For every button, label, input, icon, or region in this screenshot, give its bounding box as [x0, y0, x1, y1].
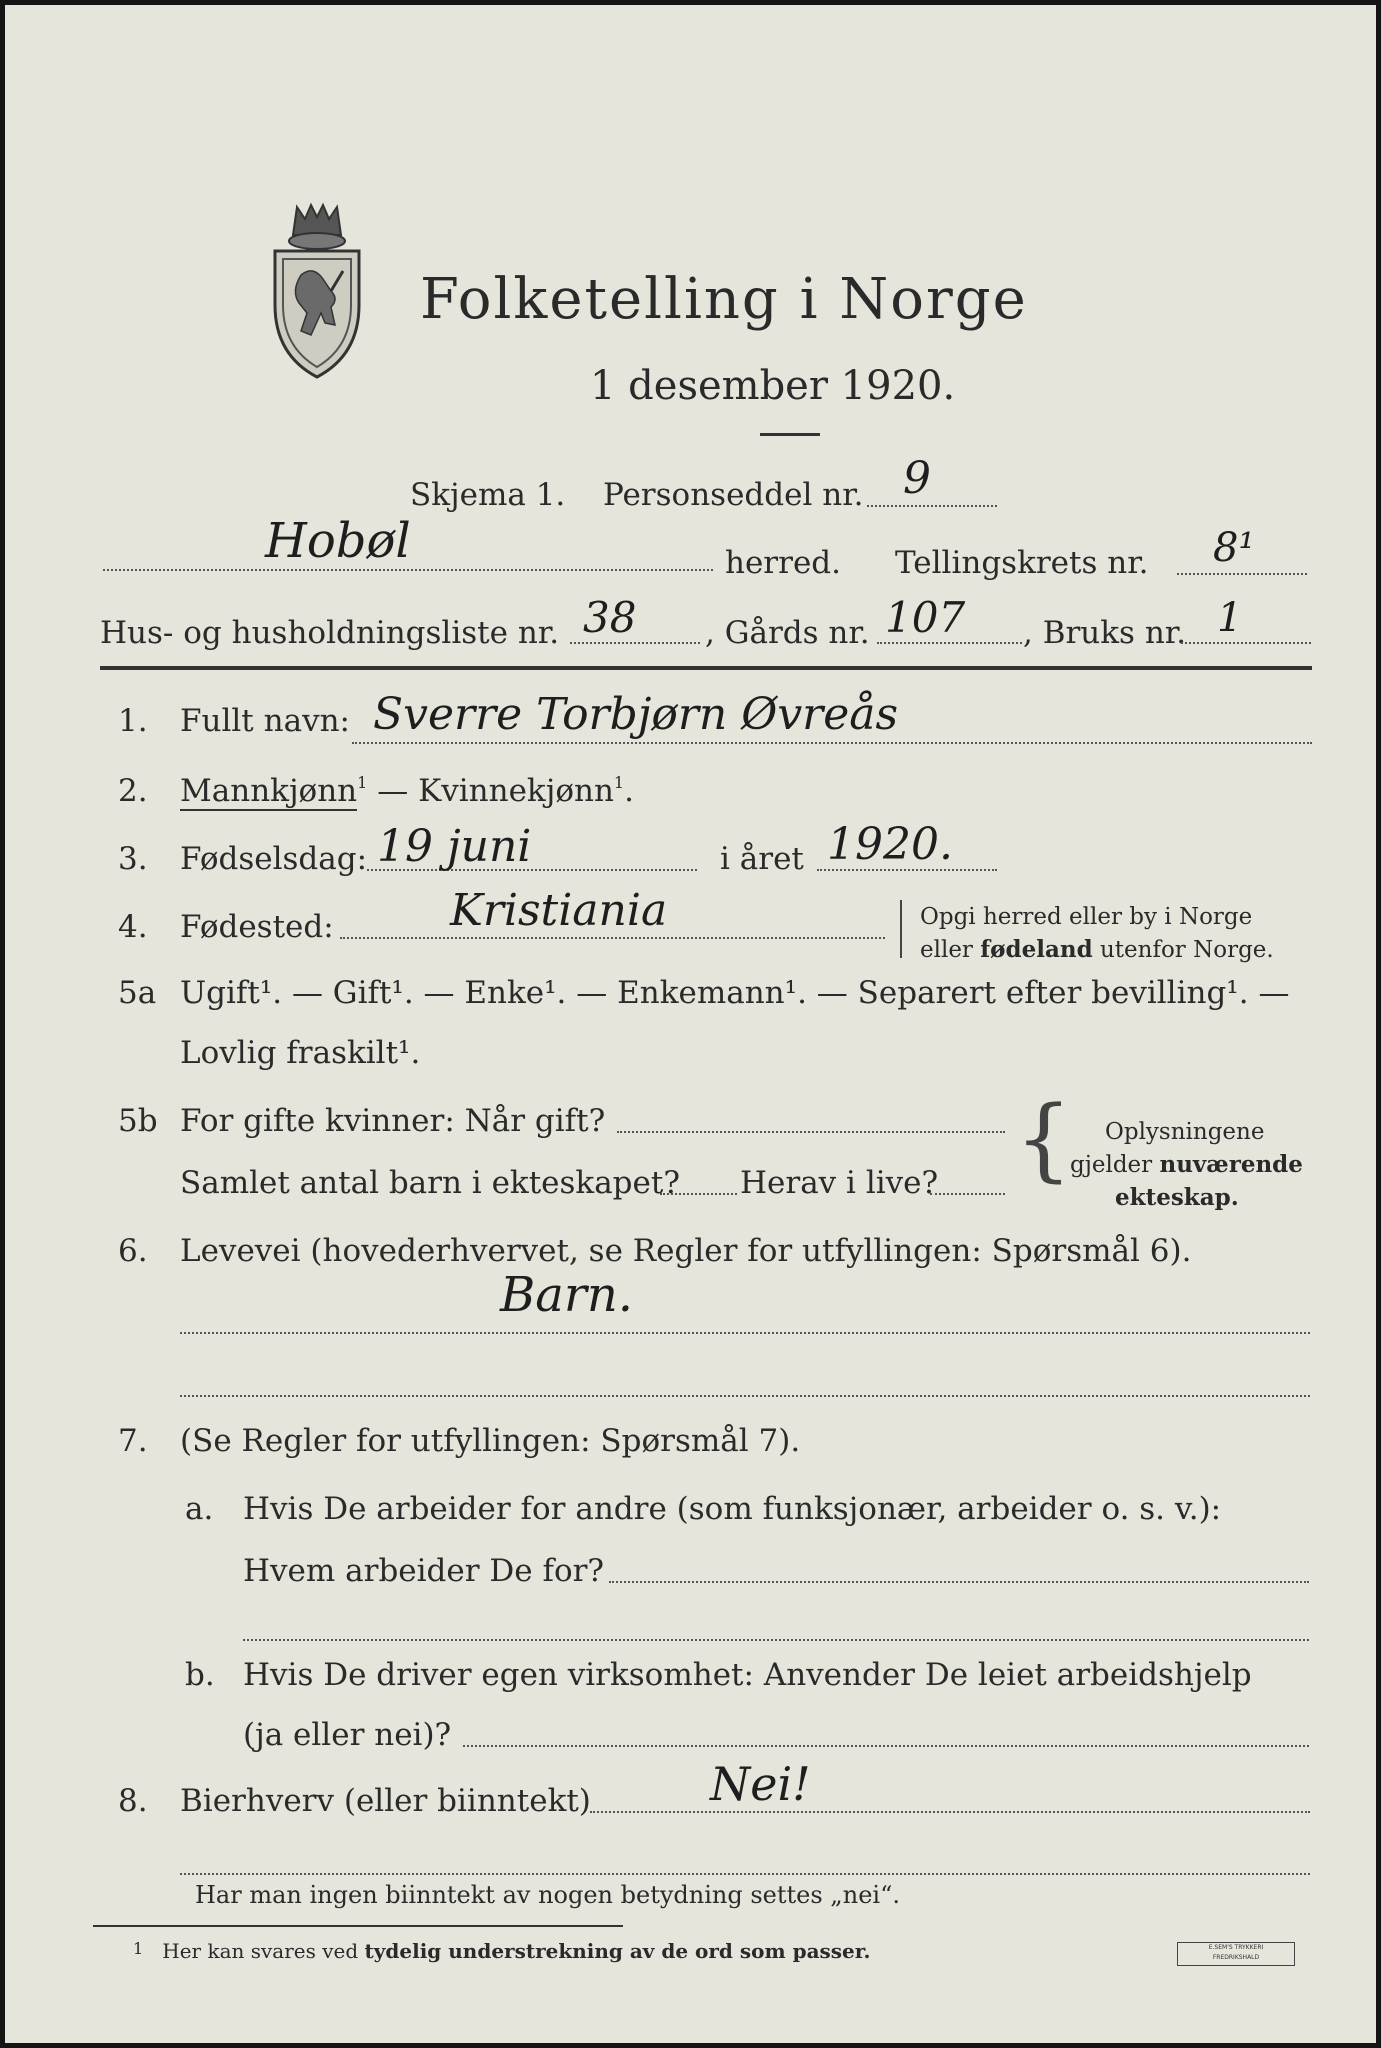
row-3-number: 3. — [118, 841, 148, 877]
sex-female: Kvinnekjønn — [418, 773, 614, 809]
tellingskrets-value: 8¹ — [1213, 525, 1255, 571]
footnote-mark: 1 — [613, 773, 625, 792]
row-8-number: 8. — [118, 1783, 148, 1819]
hus-label: Hus- og husholdningsliste nr. — [100, 615, 560, 651]
children-alive-label: Herav i live? — [740, 1165, 939, 1201]
separator-dash: — — [367, 773, 419, 809]
sex-options — [180, 773, 634, 809]
footnote-number: 1 — [133, 1939, 144, 1958]
side-income-line — [590, 1811, 1310, 1813]
period: . — [624, 773, 634, 809]
marriage-note-line2: gjelder nuværende — [1070, 1151, 1303, 1178]
birthyear-label: i året — [720, 841, 804, 877]
full-name-value: Sverre Torbjørn Øvreås — [373, 689, 899, 740]
census-date: 1 desember 1920. — [590, 363, 956, 409]
married-when-label: For gifte kvinner: Når gift? — [180, 1103, 606, 1139]
gards-label: , Gårds nr. — [705, 615, 870, 651]
marriage-note-brace: { — [1015, 1087, 1073, 1192]
employer-line-2 — [243, 1639, 1309, 1641]
marital-status-options: Ugift¹. — Gift¹. — Enke¹. — Enkemann¹. — Separert efter bevilling¹. — — [180, 975, 1290, 1011]
employer-label: Hvem arbeider De for? — [243, 1553, 605, 1589]
hus-value: 38 — [583, 593, 637, 642]
birthplace-note-bracket — [900, 900, 905, 958]
children-count-label: Samlet antal barn i ekteskapet? — [180, 1165, 680, 1201]
side-income-label: Bierhverv (eller biinntekt) — [180, 1783, 591, 1819]
row-1-number: 1. — [118, 703, 148, 739]
birthplace-note-line2: eller fødeland utenfor Norge. — [920, 936, 1274, 963]
tellingskrets-label: Tellingskrets nr. — [895, 545, 1149, 581]
row-5b-number: 5b — [118, 1103, 158, 1139]
census-form — [5, 5, 1376, 2043]
title-divider — [760, 433, 820, 436]
marriage-note-line1: Oplysningene — [1105, 1119, 1265, 1145]
row-5a-number: 5a — [118, 975, 157, 1011]
side-income-line-2 — [180, 1873, 1310, 1875]
occupation-line-2 — [180, 1395, 1310, 1397]
employment-b-question: Hvis De driver egen virksomhet: Anvender De leiet arbeidshjelp — [243, 1657, 1252, 1693]
birthplace-value: Kristiania — [450, 885, 668, 936]
header-separator — [100, 666, 1312, 670]
full-name-label: Fullt navn: — [180, 703, 350, 739]
side-income-value: Nei! — [710, 1757, 811, 1811]
form-title: Folketelling i Norge — [420, 267, 1028, 332]
footnote: $^1$ Her kan svares ved tydelig understrekning av de ord som passer. — [133, 1939, 871, 1963]
birthplace-line — [340, 937, 885, 939]
row-4-number: 4. — [118, 909, 148, 945]
footnote-rule — [93, 1925, 623, 1927]
marital-status-divorced: Lovlig fraskilt¹. — [180, 1035, 421, 1071]
gards-value: 107 — [885, 593, 966, 642]
herred-line — [103, 569, 713, 571]
row-6-number: 6. — [118, 1233, 148, 1269]
hus-line — [570, 642, 700, 644]
personseddel-label: Personseddel nr. — [603, 477, 864, 513]
coat-of-arms-icon — [261, 195, 373, 380]
employer-line — [609, 1581, 1309, 1583]
occupation-value: Barn. — [500, 1267, 634, 1323]
sex-male: Mannkjønn — [180, 773, 358, 809]
personseddel-value: 9 — [903, 453, 931, 504]
employment-b-letter: b. — [185, 1657, 215, 1693]
gards-line — [877, 642, 1022, 644]
married-when-line — [617, 1131, 1005, 1133]
employment-label: (Se Regler for utfyllingen: Spørsmål 7). — [180, 1423, 801, 1459]
full-name-line — [352, 742, 1312, 744]
birthyear-value: 1920. — [827, 819, 953, 870]
hired-help-line — [463, 1745, 1309, 1747]
occupation-line-1 — [180, 1332, 1310, 1334]
herred-label: herred. — [725, 545, 841, 581]
birthdate-label: Fødselsdag: — [180, 841, 368, 877]
employment-a-letter: a. — [185, 1491, 214, 1527]
side-income-note: Har man ingen biinntekt av nogen betydning settes „nei“. — [195, 1881, 900, 1909]
employment-a-question: Hvis De arbeider for andre (som funksjonær, arbeider o. s. v.): — [243, 1491, 1222, 1527]
bruks-value: 1 — [1217, 595, 1243, 641]
row-2-number: 2. — [118, 773, 148, 809]
birthplace-label: Fødested: — [180, 909, 334, 945]
children-count-line — [660, 1193, 737, 1195]
bruks-label: , Bruks nr. — [1023, 615, 1187, 651]
occupation-label: Levevei (hovederhvervet, se Regler for utfyllingen: Spørsmål 6). — [180, 1233, 1192, 1269]
birthdate-value: 19 juni — [377, 821, 532, 872]
marriage-note-line3: ekteskap. — [1115, 1184, 1239, 1211]
printer-stamp: E.SEM'S TRYKKERI FREDRIKSHALD — [1177, 1942, 1295, 1966]
row-7-number: 7. — [118, 1423, 148, 1459]
herred-value: Hobøl — [265, 513, 411, 569]
personseddel-line — [867, 505, 997, 507]
birthplace-note-line1: Opgi herred eller by i Norge — [920, 904, 1253, 930]
children-alive-line — [930, 1193, 1005, 1195]
bruks-line — [1181, 642, 1311, 644]
footnote-mark: 1 — [357, 773, 368, 792]
hired-help-label: (ja eller nei)? — [243, 1717, 452, 1753]
tellingskrets-line — [1177, 573, 1307, 575]
skjema-label: Skjema 1. — [410, 477, 566, 513]
